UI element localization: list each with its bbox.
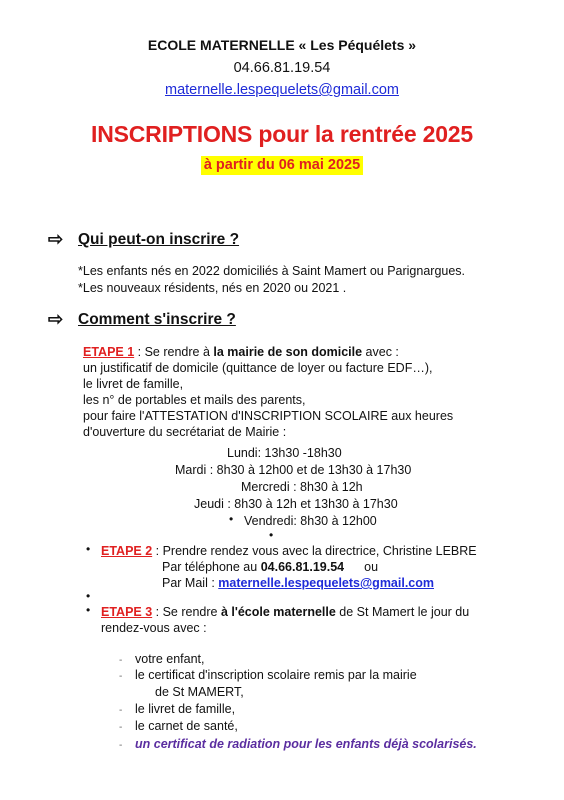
hours-monday: Lundi: 13h30 -18h30 [227, 446, 342, 460]
etape3-item-4: le carnet de santé, [135, 719, 238, 733]
subtitle-wrap [0, 156, 564, 175]
etape3-item-5: un certificat de radiation pour les enfants déjà scolarisés. [135, 737, 477, 751]
etape3-item-2: le certificat d'inscription scolaire remis par la mairie [135, 668, 417, 682]
etape1-item-3: les n° de portables et mails des parents, [83, 393, 306, 407]
etape3-text-a: : Se rendre [152, 605, 221, 619]
school-name: ECOLE MATERNELLE « Les Péquélets » [147, 37, 417, 53]
etape2-phone-prefix: Par téléphone au [162, 560, 261, 574]
school-email[interactable] [0, 82, 564, 98]
etape1-item-4: pour faire l'ATTESTATION d'INSCRIPTION SCOLAIRE aux heures [83, 409, 454, 423]
etape3-text-c: de St Mamert le jour du [335, 605, 470, 619]
hours-thursday: Jeudi : 8h30 à 12h et 13h30 à 17h30 [194, 497, 398, 511]
arrow-icon: ⇨ [48, 309, 64, 329]
bullet-icon: • [229, 512, 234, 526]
etape2-mail-link[interactable]: maternelle.lespequelets@gmail.com [218, 576, 435, 590]
bullet-icon: • [269, 528, 274, 542]
page-subtitle: à partir du 06 mai 2025 [201, 156, 363, 175]
etape2-phone-line [162, 560, 378, 574]
section-who-line-1: *Les enfants nés en 2022 domiciliés à Saint Mamert ou Parignargues. [78, 264, 466, 278]
etape3-line [101, 605, 469, 619]
school-phone: 04.66.81.19.54 [233, 60, 331, 76]
etape1-item-1: un justificatif de domicile (quittance de loyer ou facture EDF…), [83, 361, 433, 375]
dash-icon: - [119, 740, 123, 751]
etape2-mail-line [162, 576, 434, 590]
dash-icon: - [119, 705, 123, 716]
etape2-phone-suffix: ou [364, 560, 379, 574]
dash-icon: - [119, 655, 123, 666]
dash-icon: - [119, 722, 123, 733]
etape1-item-2: le livret de famille, [83, 377, 184, 391]
etape3-label: ETAPE 3 [101, 605, 153, 619]
etape3-line-2: rendez-vous avec : [101, 621, 207, 635]
section-how-heading: Comment s'inscrire ? [78, 311, 236, 328]
etape1-text-a: : Se rendre à [134, 345, 214, 359]
dash-icon: - [119, 671, 123, 682]
bullet-icon: • [86, 603, 91, 617]
arrow-icon: ⇨ [48, 229, 64, 249]
etape2-line [101, 544, 477, 558]
etape1-text-b: la mairie de son domicile [213, 345, 363, 359]
etape2-label: ETAPE 2 [101, 544, 153, 558]
etape1-item-5: d'ouverture du secrétariat de Mairie : [83, 425, 287, 439]
etape3-item-3: le livret de famille, [135, 702, 236, 716]
page-title: INSCRIPTIONS pour la rentrée 2025 [91, 121, 473, 147]
etape3-item-2-cont: de St MAMERT, [155, 685, 244, 699]
etape1-label: ETAPE 1 [83, 345, 135, 359]
etape2-text: : Prendre rendez vous avec la directrice, Christine LEBRE [152, 544, 477, 558]
hours-friday: Vendredi: 8h30 à 12h00 [244, 514, 377, 528]
etape1-line [83, 345, 399, 359]
bullet-icon: • [86, 542, 91, 556]
etape3-text-b: à l'école maternelle [220, 605, 336, 619]
etape3-item-1: votre enfant, [135, 652, 205, 666]
hours-tuesday: Mardi : 8h30 à 12h00 et de 13h30 à 17h30 [175, 463, 412, 477]
section-who-line-2: *Les nouveaux résidents, nés en 2020 ou 2021 . [78, 281, 347, 295]
bullet-icon: • [86, 589, 91, 603]
hours-wednesday: Mercredi : 8h30 à 12h [241, 480, 363, 494]
etape2-mail-prefix: Par Mail : [162, 576, 219, 590]
section-who-heading: Qui peut-on inscrire ? [78, 231, 240, 248]
school-email-link[interactable]: maternelle.lespequelets@gmail.com [165, 82, 399, 98]
etape1-text-c: avec : [362, 345, 399, 359]
etape2-phone: 04.66.81.19.54 [260, 560, 345, 574]
